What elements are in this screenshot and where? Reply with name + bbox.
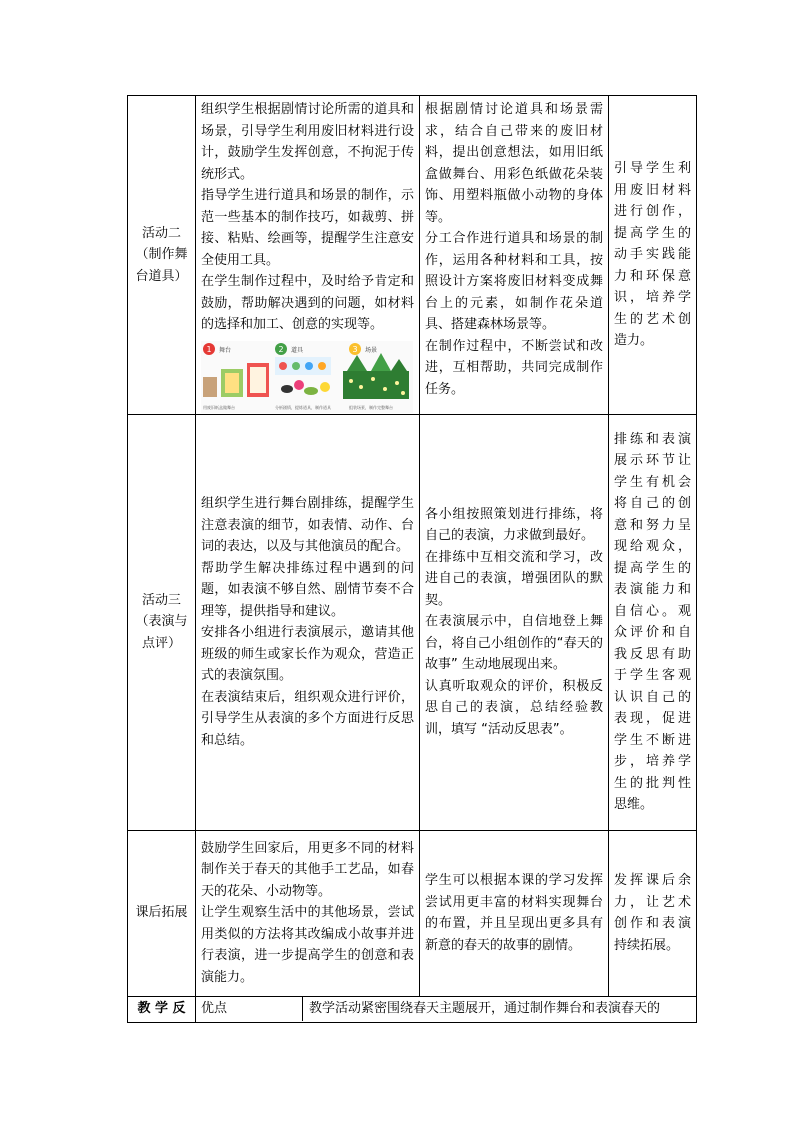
paragraph: 鼓励学生回家后，用更多不同的材料制作关于春天的其他手工艺品，如春天的花朵、小动物等。 [201, 840, 414, 899]
reflection-label-text: 教 学 反 [137, 1001, 186, 1017]
paragraph: 各小组按照策划进行排练，将自己的表演，力求做到最好。 [425, 506, 603, 544]
paragraph: 在表演结束后，组织观众进行评价，引导学生从表演的多个方面进行反思和总结。 [201, 689, 414, 748]
paragraph: 组织学生根据剧情讨论所需的道具和场景，引导学生利用废旧材料进行设计，鼓励学生发挥创意，不拘泥于传统形式。 [201, 102, 414, 182]
strengths-label: 优点 [196, 997, 303, 1021]
student-activity-cell [420, 96, 609, 415]
stage-making-illustration [201, 341, 413, 413]
paragraph: 认真听取观众的评价，积极反思自己的表演，总结经验教训，填写 “活动反思表”。 [425, 678, 603, 737]
paragraph: 帮助学生解决排练过程中遇到的问题，如表演不够自然、剧情节奏不合理等，提供指导和建议。 [201, 560, 414, 619]
activity-label-text: 活动二（制作舞台道具） [135, 225, 188, 284]
teacher-activity-cell [196, 414, 420, 830]
strengths-text: 教学活动紧密围绕春天主题展开，通过制作舞台和表演春天的 [309, 1001, 661, 1017]
paragraph: 在学生制作过程中，及时给予肯定和鼓励，帮助解决遇到的问题，如材料的选择和加工、创意的实现等。 [201, 274, 414, 332]
activity-label-text: 课后拓展 [135, 905, 188, 921]
design-intent-cell [609, 96, 697, 415]
table-row [128, 830, 697, 996]
table-row [128, 996, 697, 1022]
step-1-caption: 用废旧纸盒做舞台 [203, 404, 235, 410]
paragraph: 在排练中互相交流和学习，改进自己的表演，增强团队的默契。 [425, 549, 603, 608]
paragraph: 学生可以根据本课的学习发挥尝试用更丰富的材料实现舞台的布置，并且呈现出更多具有新意的春天的故事的剧情。 [425, 873, 603, 953]
paragraph: 在表演展示中，自信地登上舞台，将自己小组创作的“春天的故事” 生动地展现出来。 [425, 614, 603, 673]
design-intent-cell [609, 830, 697, 996]
paragraph: 让学生观察生活中的其他场景，尝试用类似的方法将其改编成小故事并进行表演，进一步提高学生的创意和表演能力。 [201, 905, 414, 985]
student-activity-cell [420, 414, 609, 830]
paragraph: 引导学生利用废旧材料进行创作，提高学生的动手实践能力和环保意识，培养学生的艺术创造力。 [614, 161, 691, 348]
table-row [128, 96, 697, 415]
student-activity-cell [420, 830, 609, 996]
reflection-cell [196, 996, 697, 1022]
paragraph: 在制作过程中，不断尝试和改进，互相帮助，共同完成制作任务。 [425, 338, 603, 397]
teacher-activity-cell [196, 96, 420, 415]
step-3-number: 3 [352, 344, 358, 354]
paragraph: 根据剧情讨论道具和场景需求，结合自己带来的废旧材料，提出创意想法，如用旧纸盒做舞台、用彩色纸做花朵装饰、用塑料瓶做小动物的身体等。 [425, 102, 603, 225]
step-1-label: 舞台 [219, 346, 232, 354]
paragraph: 组织学生进行舞台剧排练，提醒学生注意表演的细节，如表情、动作、台词的表达，以及与其他演员的配合。 [201, 496, 414, 554]
step-2-caption: 分析剧情，提炼道具，制作道具 [275, 404, 331, 410]
step-2-number: 2 [278, 344, 284, 354]
teacher-activity-cell [196, 830, 420, 996]
step-3-label: 场景 [365, 346, 378, 354]
activity-label [128, 96, 196, 415]
lesson-plan-table [127, 95, 697, 1023]
design-intent-cell [609, 414, 697, 830]
paragraph: 发挥课后余力，让艺术创作和表演持续拓展。 [614, 873, 691, 953]
reflection-label [128, 996, 196, 1022]
activity-label [128, 830, 196, 996]
step-1-number: 1 [206, 344, 212, 354]
table-row [128, 414, 697, 830]
activity-label-text: 活动三（表演与点评） [135, 592, 188, 651]
step-2-label: 道具 [291, 346, 304, 354]
paragraph: 安排各小组进行表演展示，邀请其他班级的师生或家长作为观众，营造正式的表演氛围。 [201, 625, 414, 683]
paragraph: 分工合作进行道具和场景的制作，运用各种材料和工具，按照设计方案将废旧材料变成舞台上的元素，如制作花朵道具、搭建森林场景等。 [425, 231, 603, 332]
paragraph: 指导学生进行道具和场景的制作，示范一些基本的制作技巧，如裁剪、拼接、粘贴、绘画等，提醒学生注意安全使用工具。 [201, 188, 414, 268]
activity-label [128, 414, 196, 830]
step-3-caption: 组装场景，制作完整舞台 [349, 404, 393, 410]
paragraph: 排练和表演展示环节让学生有机会将自己的创意和努力呈现给观众，提高学生的表演能力和自信心。观众评价和自我反思有助于学生客观认识自己的表现，促进学生不断进步，培养学生的批判性思维。 [614, 431, 691, 812]
